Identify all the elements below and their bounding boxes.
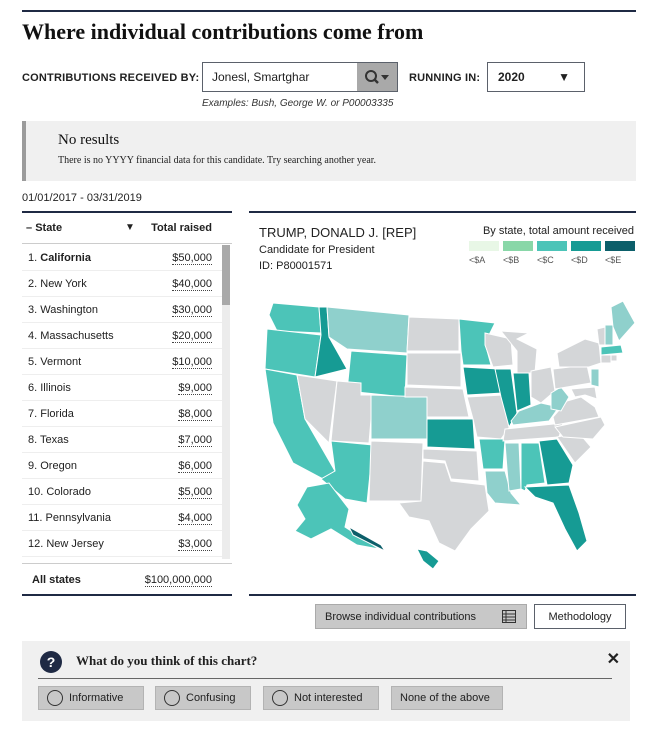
state-colorado[interactable] (371, 395, 427, 439)
row-rank: 2. (28, 278, 38, 290)
row-state-name: Washington (40, 304, 98, 316)
state-hawaii[interactable] (417, 549, 439, 569)
row-amount[interactable]: $20,000 (172, 330, 212, 342)
year-select-value: 2020 (498, 70, 525, 84)
column-header-state[interactable]: – State (26, 222, 63, 234)
row-state-cell (28, 304, 98, 316)
state-florida[interactable] (525, 485, 587, 551)
table-row (22, 401, 222, 427)
all-states-total[interactable]: $100,000,000 (144, 574, 212, 586)
legend-swatch (605, 241, 635, 251)
chart-feedback-box (22, 641, 630, 721)
legend-label: <$C (537, 255, 554, 265)
row-state-name: Vermont (40, 356, 82, 368)
no-results-text: There is no YYYY financial data for this candidate. Try searching another year. (58, 155, 377, 166)
state-northdakota[interactable] (407, 317, 459, 351)
table-icon (502, 610, 516, 623)
year-select[interactable] (487, 62, 585, 92)
candidate-office: Candidate for President (259, 244, 375, 256)
row-rank: 7. (28, 408, 38, 420)
table-row (22, 479, 222, 505)
state-maryland[interactable] (571, 387, 597, 399)
table-scrollbar[interactable] (222, 245, 230, 559)
received-by-label: CONTRIBUTIONS RECEIVED BY: (22, 72, 200, 84)
table-scroll-thumb[interactable] (222, 245, 230, 305)
state-map-panel (249, 211, 636, 596)
row-rank: 6. (28, 382, 38, 394)
state-connecticut[interactable] (601, 355, 611, 363)
row-rank: 11. (28, 512, 43, 524)
row-state-cell (28, 330, 114, 342)
row-amount[interactable]: $3,000 (178, 538, 212, 550)
state-tennessee[interactable] (503, 423, 563, 441)
row-state-cell (28, 278, 87, 290)
row-state-cell (28, 382, 71, 394)
row-state-name: Texas (40, 434, 69, 446)
row-state-name: California (40, 252, 91, 264)
row-rank: 5. (28, 356, 38, 368)
legend-label: <$D (571, 255, 588, 265)
search-icon (364, 69, 390, 85)
top-rule (22, 10, 636, 12)
close-icon[interactable]: ✕ (606, 651, 620, 668)
row-amount[interactable]: $8,000 (178, 408, 212, 420)
state-pennsylvania[interactable] (553, 365, 591, 389)
state-newhampshire[interactable] (605, 325, 613, 345)
caret-down-icon: ▼ (558, 70, 570, 84)
smile-face-icon (47, 690, 63, 706)
table-row (22, 453, 222, 479)
state-southdakota[interactable] (407, 353, 461, 387)
feedback-option-label: Confusing (186, 692, 236, 704)
neutral-face-icon (272, 690, 288, 706)
browse-contributions-button[interactable] (315, 604, 527, 629)
row-amount[interactable]: $10,000 (172, 356, 212, 368)
feedback-option-label: Informative (69, 692, 124, 704)
row-rank: 8. (28, 434, 38, 446)
feedback-not-interested-button[interactable] (263, 686, 379, 710)
table-header (22, 213, 232, 244)
feedback-confusing-button[interactable] (155, 686, 251, 710)
table-row (22, 427, 222, 453)
row-state-name: Illinois (40, 382, 71, 394)
row-state-cell (28, 252, 91, 264)
state-newyork[interactable] (557, 339, 601, 367)
state-maine[interactable] (611, 301, 635, 341)
feedback-informative-button[interactable] (38, 686, 144, 710)
search-examples-hint: Examples: Bush, George W. or P00003335 (202, 98, 394, 109)
row-amount[interactable]: $6,000 (178, 460, 212, 472)
state-totals-table (22, 211, 232, 596)
table-row (22, 349, 222, 375)
row-amount[interactable]: $7,000 (178, 434, 212, 446)
feedback-divider (38, 678, 612, 679)
date-range: 01/01/2017 - 03/31/2019 (22, 192, 142, 204)
legend-label: <$B (503, 255, 520, 265)
row-state-name: Oregon (40, 460, 77, 472)
row-state-name: New Jersey (46, 538, 104, 550)
row-state-name: New York (40, 278, 87, 290)
legend-swatch (503, 241, 533, 251)
row-rank: 12. (28, 538, 44, 550)
row-state-cell (28, 486, 91, 498)
table-row (22, 297, 222, 323)
all-states-row (22, 563, 232, 594)
table-row (22, 271, 222, 297)
row-rank: 10. (28, 486, 44, 498)
methodology-button[interactable]: Methodology (534, 604, 626, 629)
row-state-cell (28, 538, 104, 550)
row-rank: 3. (28, 304, 38, 316)
legend-label: <$E (605, 255, 622, 265)
feedback-question: What do you think of this chart? (76, 653, 258, 668)
state-montana[interactable] (327, 307, 409, 353)
question-icon: ? (40, 651, 62, 673)
legend-swatch (571, 241, 601, 251)
candidate-id: ID: P80001571 (259, 260, 333, 272)
legend-swatch (537, 241, 567, 251)
row-state-cell (28, 460, 77, 472)
feedback-none-button[interactable] (391, 686, 503, 710)
feedback-option-label: None of the above (400, 692, 490, 704)
table-row (22, 323, 222, 349)
row-amount[interactable]: $30,000 (172, 304, 212, 316)
row-rank: 4. (28, 330, 38, 342)
sort-caret-icon: ▼ (125, 222, 135, 233)
legend-swatch (469, 241, 499, 251)
row-state-name: Colorado (46, 486, 91, 498)
state-newjersey[interactable] (591, 369, 599, 387)
row-state-cell (28, 408, 74, 420)
row-state-name: Pennsylvania (45, 512, 111, 524)
state-massachusetts[interactable] (601, 345, 623, 355)
confused-face-icon (164, 690, 180, 706)
table-row (22, 531, 222, 557)
state-kansas[interactable] (427, 419, 475, 449)
feedback-option-label: Not interested (294, 692, 363, 704)
row-rank: 1. (28, 252, 38, 264)
state-washington[interactable] (269, 303, 321, 333)
legend-label: <$A (469, 255, 486, 265)
search-button[interactable] (357, 63, 397, 91)
state-oregon[interactable] (265, 329, 321, 377)
legend-title: By state, total amount received (482, 225, 634, 237)
row-amount[interactable]: $4,000 (178, 512, 212, 524)
browse-contributions-label: Browse individual contributions (325, 610, 477, 623)
no-results-title: No results (58, 132, 120, 148)
row-amount[interactable]: $50,000 (172, 252, 212, 264)
no-results-message (22, 121, 636, 181)
table-rows (22, 245, 222, 559)
running-in-label: RUNNING IN: (409, 72, 481, 84)
state-vermont[interactable] (597, 327, 605, 345)
candidate-search-input[interactable] (203, 63, 357, 91)
us-states-map (249, 293, 636, 593)
row-state-name: Florida (40, 408, 74, 420)
table-row (22, 505, 222, 531)
state-arkansas[interactable] (479, 439, 505, 469)
state-rhodeisland[interactable] (611, 355, 617, 361)
row-amount[interactable]: $9,000 (178, 382, 212, 394)
candidate-name: TRUMP, DONALD J. [REP] (259, 225, 417, 240)
row-state-name: Massachusetts (40, 330, 114, 342)
row-amount[interactable]: $5,000 (178, 486, 212, 498)
state-newmexico[interactable] (369, 441, 423, 501)
row-state-cell (28, 512, 111, 524)
column-header-total[interactable]: Total raised (151, 222, 212, 234)
table-row (22, 375, 222, 401)
candidate-search-box (202, 62, 398, 92)
search-row (22, 62, 636, 92)
row-state-cell (28, 434, 69, 446)
row-amount[interactable]: $40,000 (172, 278, 212, 290)
map-legend (469, 241, 635, 271)
row-state-cell (28, 356, 81, 368)
all-states-label: All states (32, 574, 81, 586)
page-title: Where individual contributions come from (22, 19, 424, 44)
table-row (22, 245, 222, 271)
row-rank: 9. (28, 460, 38, 472)
